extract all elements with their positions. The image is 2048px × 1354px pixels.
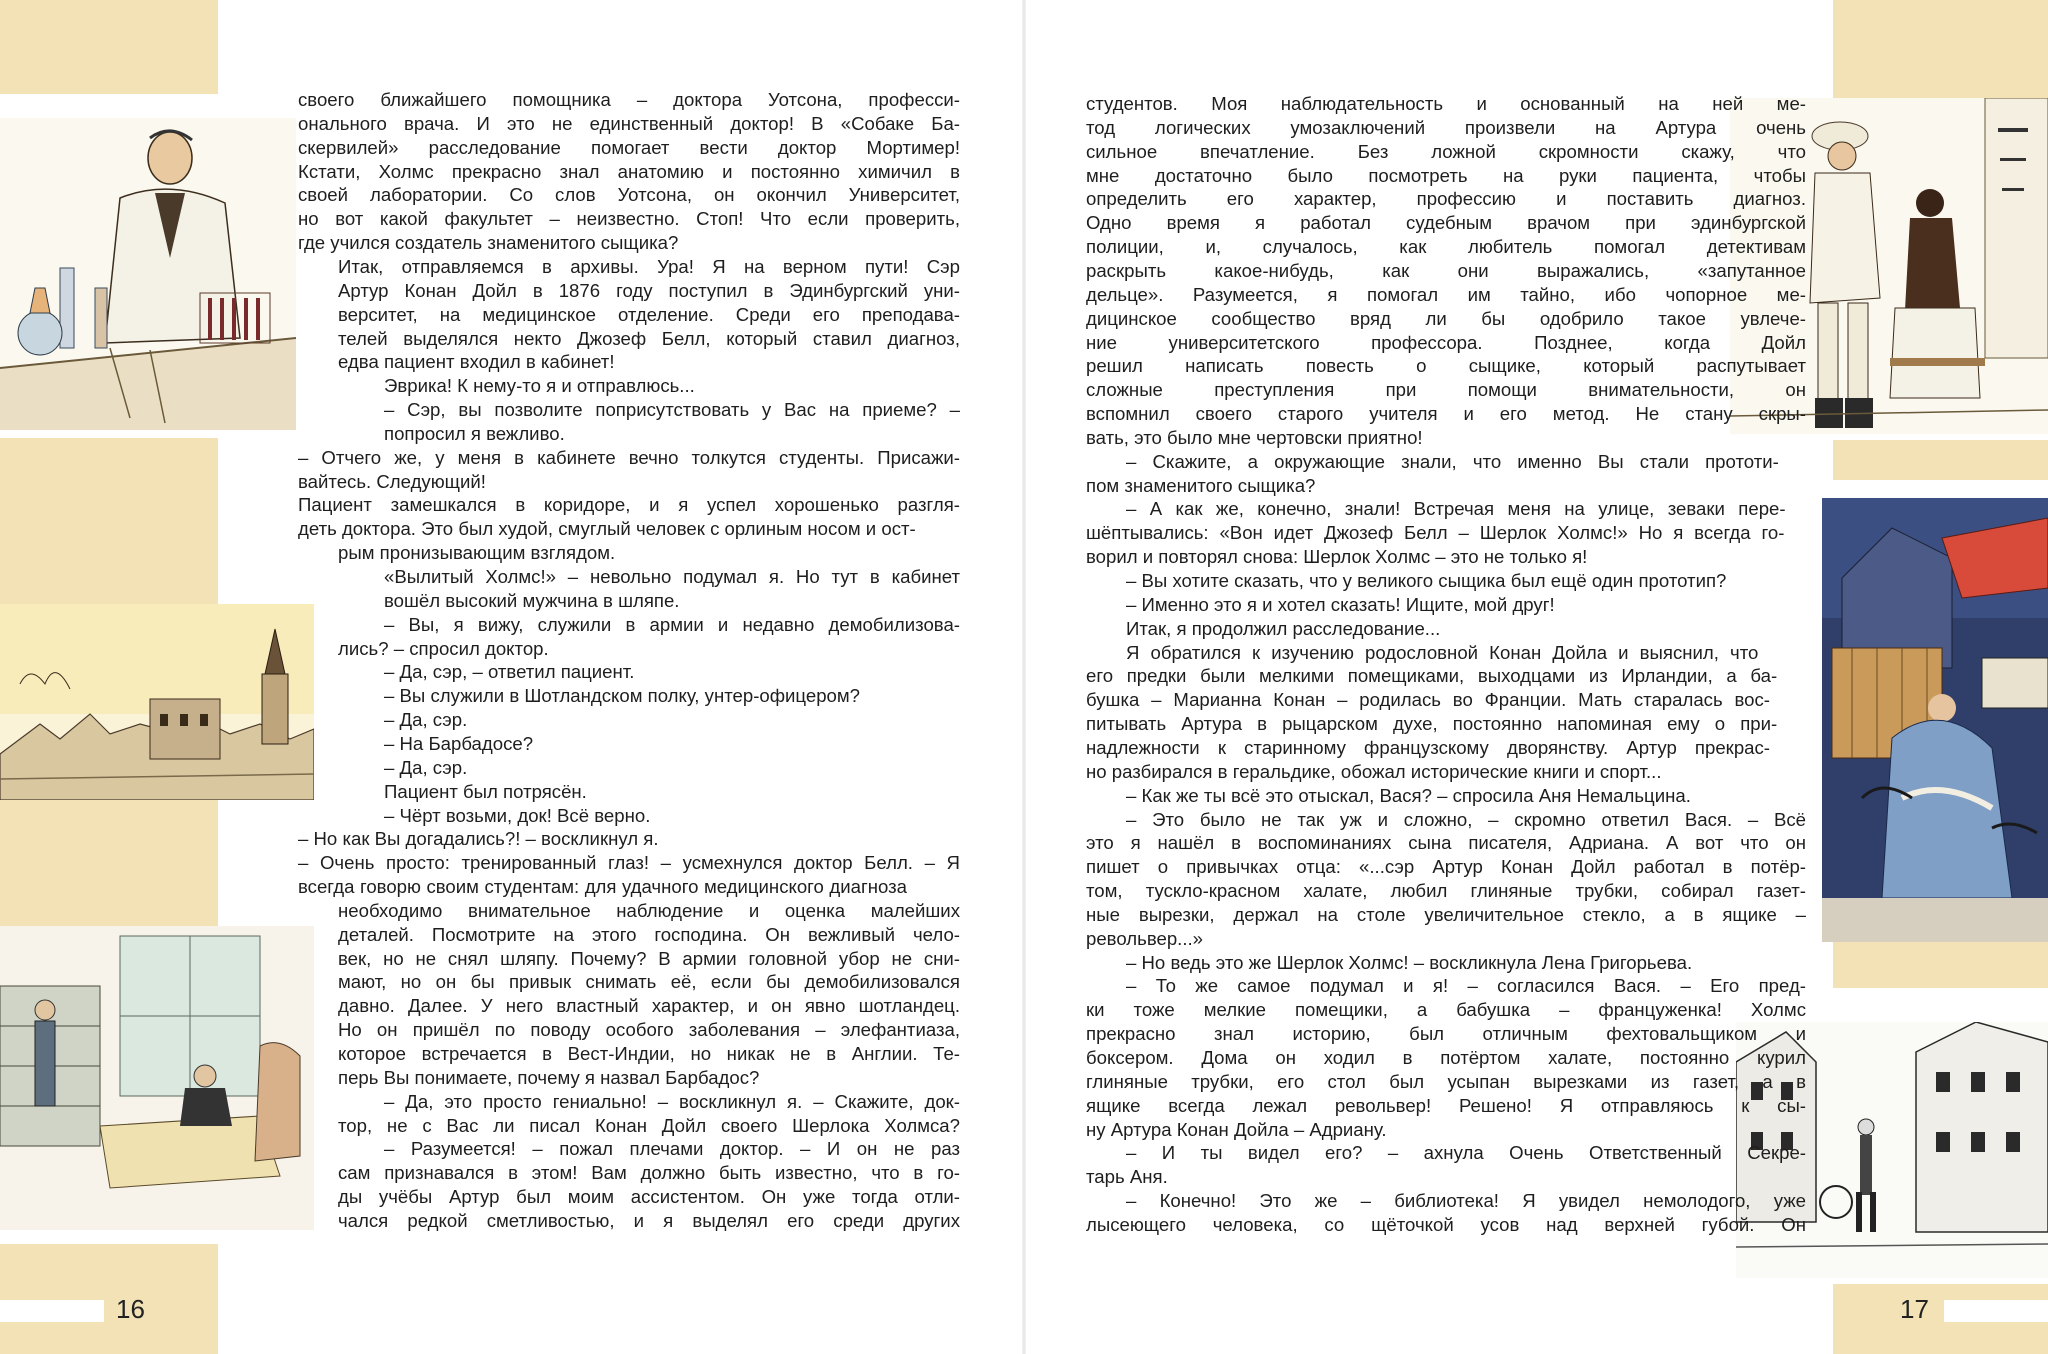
text-line: «Вылитый Холмс!» – невольно подумал я. Но тут в кабинет — [384, 566, 960, 587]
text-line: бушка – Марианна Конан – родилась во Франции. Мать старалась вос- — [1086, 689, 1770, 711]
text-line: боксером. Дома он ходил в потёртом халате, постоянно курил — [1086, 1047, 1806, 1068]
text-line: вспомнил своего старого учителя и его метод. Не стану скры- — [1086, 403, 1806, 425]
text-line: тарь Аня. — [1086, 1166, 1168, 1188]
accent-block — [1833, 0, 2048, 98]
text-line: лысеющего человека, со щёточкой усов над верхней губой. Он — [1086, 1213, 1806, 1235]
text-line: раскрыть какое-нибудь, как они выражались, «запутанное — [1086, 259, 1806, 281]
text-line: едва пациент входил в кабинет! — [338, 351, 615, 373]
accent-block — [0, 438, 218, 610]
text-line: Одно время я работал судебным врачом при эдинбургской — [1086, 212, 1806, 234]
text-line: тор, не с Вас ли писал Конан Дойл своего Шерлока Холмса? — [338, 1114, 960, 1136]
folio-bar — [1944, 1300, 2048, 1322]
text-line: пом знаменитого сыщика? — [1086, 474, 1316, 496]
text-line: питывать Артура в рыцарском духе, постоянно напоминая ему о при- — [1086, 713, 1778, 735]
text-line: Пациент был потрясён. — [384, 780, 587, 802]
text-line: мне достаточно было посмотреть на руки пациента, чтобы — [1086, 164, 1806, 186]
text-line: – Как же ты всё это отыскал, Вася? – спросила Аня Немальцина. — [1126, 784, 1691, 806]
text-line: пишет о привычках отца: «...сэр Артур Конан Дойл работал в потёр- — [1086, 856, 1806, 878]
text-line: Пациент замешкался в коридоре, и я успел хорошенько разгля- — [298, 494, 960, 516]
accent-block — [1833, 440, 2048, 480]
text-line: студентов. Моя наблюдательность и основанный на ней ме- — [1086, 93, 1806, 114]
text-line: – Конечно! Это же – библиотека! Я увидел немолодого, уже — [1126, 1190, 1806, 1212]
text-line: полиции, и, случалось, как любитель помогал детективам — [1086, 236, 1806, 258]
text-line: надлежности к старинному французскому дворянству. Артур прекрас- — [1086, 736, 1770, 758]
text-line: определить его характер, профессию и поставить диагноз. — [1086, 188, 1806, 210]
text-line: сильное впечатление. Без ложной скромности скажу, что — [1086, 140, 1806, 162]
edinburgh-city-illustration — [0, 604, 314, 800]
text-line: – Вы служили в Шотландском полку, унтер-офицером? — [384, 685, 861, 707]
page-gutter — [1022, 0, 1026, 1354]
text-line: – На Барбадосе? — [384, 732, 534, 754]
accent-block — [0, 0, 218, 94]
text-line: – Да, сэр. — [384, 709, 468, 731]
text-line: прекрасно знал историю, был отличным фехтовальщиком и — [1086, 1023, 1806, 1045]
doctor-office-illustration — [0, 926, 314, 1230]
text-line: сложные преступления при помощи внимательности, он — [1086, 379, 1806, 401]
text-line: – Да, сэр, – ответил пациент. — [384, 661, 635, 683]
text-line: но вот какой факультет – неизвестно. Стоп! Что если проверить, — [298, 208, 960, 230]
accent-block — [1833, 940, 2048, 988]
text-line: Артур Конан Дойл в 1876 году поступил в Эдинбургский уни- — [338, 279, 960, 301]
text-line: – Вы, я вижу, служили в армии и недавно демобилизова- — [384, 613, 960, 635]
text-line: – Вы хотите сказать, что у великого сыщика был ещё один прототип? — [1126, 570, 1727, 591]
text-line: – Да, это просто гениально! – воскликнул я. – Скажите, док- — [384, 1090, 960, 1112]
text-line: – Да, сэр. — [384, 756, 468, 778]
text-line: – Скажите, а окружающие знали, что именно Вы стали прототи- — [1126, 450, 1779, 472]
text-line: попросил я вежливо. — [384, 422, 565, 444]
page-number-right: 17 — [1900, 1294, 1929, 1324]
text-line: глиняные трубки, его стол был усыпан вырезками из газет, а в — [1086, 1070, 1806, 1092]
text-line: револьвер...» — [1086, 927, 1204, 949]
text-line: Итак, отправляемся в архивы. Ура! Я на верном пути! Сэр — [338, 255, 960, 277]
text-line: – Но ведь это же Шерлок Холмс! – воскликнула Лена Григорьева. — [1126, 951, 1693, 973]
text-line: своей лаборатории. Со слов Уотсона, он окончил Университет, — [298, 184, 960, 206]
text-line: его предки были мелкими помещиками, выходцами из Ирландии, а ба- — [1086, 665, 1778, 687]
text-line: деть доктора. Это был худой, смуглый человек с орлиным носом и ост- — [298, 518, 916, 540]
text-line: это я нашёл в воспоминаниях сына писателя, Адриана. А вот что он — [1086, 832, 1806, 854]
text-line: ворил и повторял снова: Шерлок Холмс – это не только я! — [1086, 546, 1588, 568]
text-line: чался редкой сметливостью, и я выделял его среди других — [338, 1209, 960, 1231]
text-line: – Разумеется! – пожал плечами доктор. – И он не раз — [384, 1138, 960, 1160]
text-line: телей выделялся некто Джозеф Белл, который ставил диагноз, — [338, 327, 960, 349]
text-line: – И ты видел его? – ахнула Очень Ответственный Секре- — [1126, 1142, 1806, 1164]
text-line: – То же самое подумал и я! – согласился Вася. – Его пред- — [1126, 975, 1806, 997]
text-line: давно. Далее. У него властный характер, и он явно шотландец. — [338, 995, 960, 1017]
text-line: дельце». Разумеется, я помогал им тайно, ибо чопорное ме- — [1086, 283, 1806, 305]
text-line: Я обратился к изучению родословной Конан Дойла и выяснил, что — [1126, 641, 1759, 663]
text-line: Но он пришёл по поводу особого заболевания – элефантиаза, — [338, 1019, 960, 1041]
text-line: – Это было не так уж и сложно, – скромно ответил Вася. – Всё — [1126, 808, 1806, 830]
text-line: Эврика! К нему-то я и отправлюсь... — [384, 375, 695, 397]
text-line: онального врача. И это не единственный доктор! В «Собаке Ба- — [298, 112, 960, 134]
text-line: тод логических умозаключений произвели на Артура очень — [1086, 116, 1806, 138]
text-line: вать, это было мне чертовски приятно! — [1086, 426, 1423, 448]
text-line: своего ближайшего помощника – доктора Уотсона, професси- — [298, 89, 960, 110]
street-scene-illustration — [1822, 498, 2048, 942]
text-line: но разбирался в геральдике, обожал исторические книги и спорт... — [1086, 760, 1662, 782]
doctor-laboratory-illustration — [0, 118, 296, 430]
text-line: необходимо внимательное наблюдение и оценка малейших — [338, 899, 960, 921]
text-line: ние университетского профессора. Позднее, когда Дойл — [1086, 331, 1806, 353]
text-line: всегда говорю своим студентам: для удачного медицинского диагноза — [298, 876, 908, 898]
text-line: – Сэр, вы позволите поприсутствовать у Вас на приеме? – — [384, 399, 960, 421]
text-line: ящике всегда лежал револьвер! Решено! Я отправляюсь к сы- — [1086, 1094, 1806, 1116]
text-line: лись? – спросил доктор. — [338, 637, 549, 659]
text-line: – А как же, конечно, знали! Встречая меня на улице, зеваки пере- — [1126, 498, 1786, 520]
text-line: перь Вы понимаете, почему я назвал Барбадос? — [338, 1066, 760, 1088]
text-line: вошёл высокий мужчина в шляпе. — [384, 589, 680, 611]
text-line: деталей. Посмотрите на этого господина. Он вежливый чело- — [338, 923, 960, 945]
text-line: век, но не снял шляпу. Почему? В армии головной убор не сни- — [338, 947, 960, 969]
text-line: рым пронизывающим взглядом. — [338, 542, 616, 564]
text-line: Итак, я продолжил расследование... — [1126, 617, 1441, 639]
accent-block — [0, 1244, 218, 1354]
text-line: скервилей» расследование помогает вести доктор Мортимер! — [298, 136, 960, 158]
text-line: Кстати, Холмс прекрасно знал анатомию и постоянно химичил в — [298, 160, 960, 182]
text-line: – Но как Вы догадались?! – воскликнул я. — [298, 828, 659, 850]
text-line: верситет, на медицинское отделение. Среди его преподава- — [338, 303, 960, 325]
text-line: – Отчего же, у меня в кабинете вечно толкутся студенты. Присажи- — [298, 446, 960, 468]
text-line: ну Артура Конан Дойла – Адриану. — [1086, 1118, 1387, 1140]
text-line: – Именно это я и хотел сказать! Ищите, мой друг! — [1126, 593, 1555, 615]
text-line: решил написать повесть о сыщике, который распутывает — [1086, 355, 1806, 377]
text-line: ды учёбы Артур был моим ассистентом. Он уже тогда отли- — [338, 1186, 960, 1208]
folio-bar — [0, 1300, 104, 1322]
text-line: ные вырезки, держал на столе увеличительное стекло, а в ящике – — [1086, 903, 1806, 925]
text-line: сам признавался в этом! Вам должно быть известно, что в го- — [338, 1162, 960, 1184]
text-line: ки тоже мелкие помещики, а бабушка – француженка! Холмс — [1086, 999, 1806, 1021]
text-line: – Чёрт возьми, док! Всё верно. — [384, 804, 651, 826]
text-line: дицинское сообщество вряд ли бы одобрило такое увлече- — [1086, 307, 1806, 329]
text-line: где учился создатель знаменитого сыщика? — [298, 232, 679, 254]
text-line: том, тускло-красном халате, любил глиняные трубки, собирал газет- — [1086, 880, 1806, 902]
text-line: – Очень просто: тренированный глаз! – усмехнулся доктор Белл. – Я — [298, 852, 960, 874]
text-line: шёптывались: «Вон идет Джозеф Белл – Шерлок Холмс!» Но я всегда го- — [1086, 522, 1785, 544]
page-number-left: 16 — [116, 1294, 145, 1324]
text-line: вайтесь. Следующий! — [298, 470, 486, 492]
text-line: которое встречается в Вест-Индии, но никак не в Англии. Те- — [338, 1043, 960, 1064]
text-line: мают, но он бы привык снимать её, если бы демобилизовался — [338, 971, 960, 993]
